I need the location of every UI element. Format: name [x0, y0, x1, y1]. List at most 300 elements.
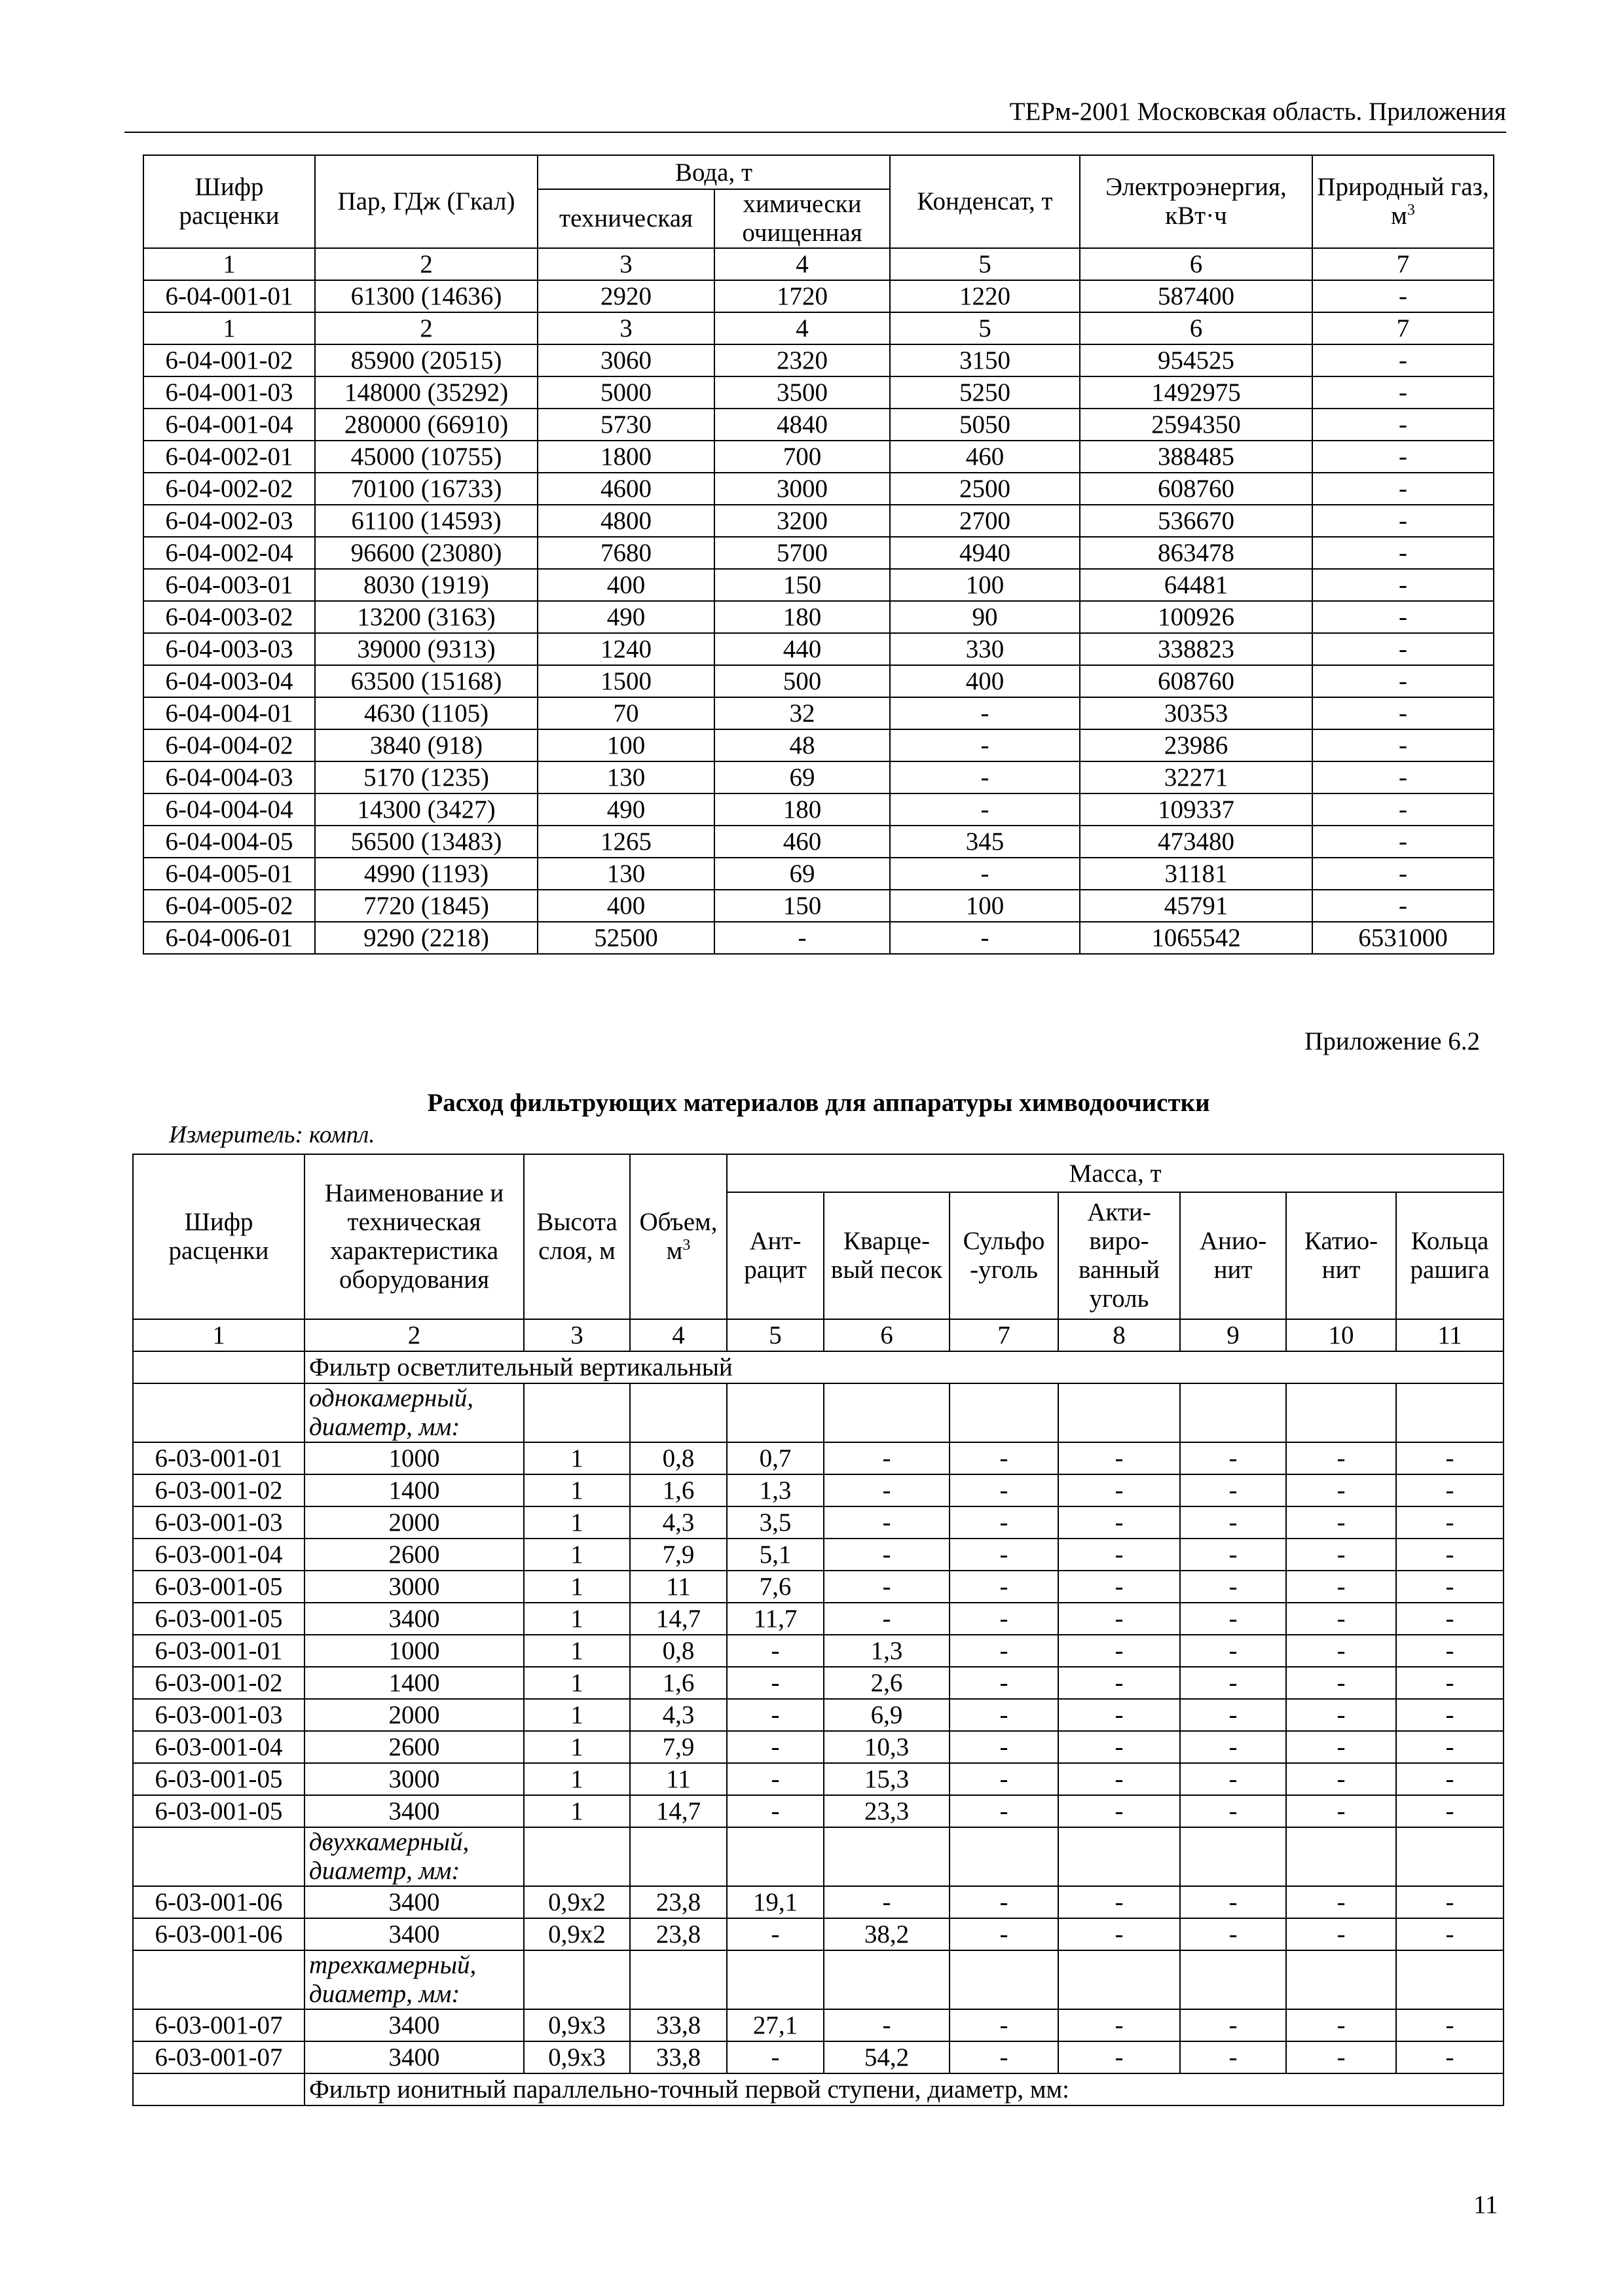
- table-cell: 473480: [1080, 826, 1312, 858]
- table-cell: -: [1286, 1474, 1396, 1506]
- table-cell: 400: [890, 665, 1080, 697]
- table-row: [143, 537, 1494, 569]
- table-cell: 6: [824, 1319, 950, 1351]
- table-row: [143, 890, 1494, 922]
- table-cell: -: [727, 1667, 824, 1699]
- empty-cell: [1286, 1383, 1396, 1442]
- table-cell: -: [1286, 1603, 1396, 1635]
- empty-cell: [1180, 1950, 1286, 2009]
- table-cell: 400: [538, 569, 714, 601]
- table-cell: -: [1058, 1442, 1180, 1474]
- table-cell: 5000: [538, 376, 714, 409]
- table-cell: 2: [304, 1319, 524, 1351]
- table-cell: 4,3: [630, 1506, 727, 1539]
- table-cell: 96600 (23080): [315, 537, 538, 569]
- table-cell: 3000: [304, 1763, 524, 1795]
- table-cell: 150: [714, 890, 890, 922]
- empty-cell: [1180, 1383, 1286, 1442]
- table-cell: -: [1396, 2009, 1504, 2041]
- subsection-title: трехкамерный, диаметр, мм:: [304, 1950, 524, 2009]
- table-cell: -: [950, 1795, 1058, 1827]
- table-cell: 1: [524, 1667, 630, 1699]
- table-cell: -: [824, 1442, 950, 1474]
- table-cell: 2920: [538, 280, 714, 312]
- table-cell: -: [1312, 601, 1494, 633]
- table-cell: 4: [714, 248, 890, 280]
- empty-cell: [950, 1383, 1058, 1442]
- table-cell: -: [1286, 1667, 1396, 1699]
- table-cell: 3400: [304, 1795, 524, 1827]
- table-cell: 5170 (1235): [315, 761, 538, 793]
- table-cell: -: [1396, 1795, 1504, 1827]
- table-cell: 23,8: [630, 1886, 727, 1918]
- table-cell: 1: [524, 1731, 630, 1763]
- table-cell: 6-04-001-02: [143, 344, 315, 376]
- table-cell: -: [1180, 1763, 1286, 1795]
- table-cell: 1: [524, 1571, 630, 1603]
- header-water-chem: химически очищенная: [714, 189, 890, 248]
- t2-header-volume-text: Объем, м: [639, 1208, 718, 1265]
- table-cell: 3500: [714, 376, 890, 409]
- table-cell: -: [950, 1918, 1058, 1950]
- t2-header-name: Наименование и техническая характеристика оборудования: [304, 1154, 524, 1319]
- header-steam: Пар, ГДж (Гкал): [315, 155, 538, 248]
- table-cell: -: [950, 1474, 1058, 1506]
- table-row: [133, 1918, 1504, 1950]
- table-cell: 536670: [1080, 505, 1312, 537]
- table-cell: 11: [1396, 1319, 1504, 1351]
- table-cell: -: [1286, 1699, 1396, 1731]
- table-cell: -: [1058, 1667, 1180, 1699]
- table-cell: 1,3: [727, 1474, 824, 1506]
- empty-cell: [630, 1383, 727, 1442]
- table-cell: 7680: [538, 537, 714, 569]
- table-cell: -: [890, 858, 1080, 890]
- empty-cell: [1058, 1383, 1180, 1442]
- table-row: [133, 1667, 1504, 1699]
- header-condensate: Конденсат, т: [890, 155, 1080, 248]
- table-cell: 1,6: [630, 1667, 727, 1699]
- table-cell: 7720 (1845): [315, 890, 538, 922]
- table-row: [143, 569, 1494, 601]
- table-cell: 2600: [304, 1539, 524, 1571]
- resources-table: [143, 155, 1494, 955]
- table-cell: 6-03-001-01: [133, 1635, 304, 1667]
- table-cell: 6-04-005-01: [143, 858, 315, 890]
- table-cell: 1800: [538, 441, 714, 473]
- table-cell: 1: [133, 1319, 304, 1351]
- table-row: [133, 1506, 1504, 1539]
- table-cell: 3000: [714, 473, 890, 505]
- table-cell: -: [1180, 1918, 1286, 1950]
- table-cell: 3,5: [727, 1506, 824, 1539]
- table-cell: -: [1180, 1506, 1286, 1539]
- table-cell: 4630 (1105): [315, 697, 538, 729]
- table-cell: -: [1312, 826, 1494, 858]
- table-cell: 4600: [538, 473, 714, 505]
- column-numbers-row: [133, 1319, 1504, 1351]
- table-row: [143, 409, 1494, 441]
- table-cell: -: [714, 922, 890, 954]
- table-cell: -: [1058, 1635, 1180, 1667]
- table-cell: 10,3: [824, 1731, 950, 1763]
- table-cell: -: [727, 1635, 824, 1667]
- table-cell: 6,9: [824, 1699, 950, 1731]
- table-cell: 85900 (20515): [315, 344, 538, 376]
- table-cell: -: [1312, 344, 1494, 376]
- section-row: [133, 2073, 1504, 2105]
- table-cell: 3840 (918): [315, 729, 538, 761]
- table-cell: 954525: [1080, 344, 1312, 376]
- empty-cell: [133, 2073, 304, 2105]
- table-cell: 0,8: [630, 1635, 727, 1667]
- table-cell: 608760: [1080, 473, 1312, 505]
- table-cell: -: [890, 793, 1080, 826]
- table-cell: -: [1312, 697, 1494, 729]
- table-cell: 6-04-002-02: [143, 473, 315, 505]
- table-cell: -: [1058, 2009, 1180, 2041]
- table-cell: 6-03-001-07: [133, 2041, 304, 2073]
- table-cell: -: [824, 2009, 950, 2041]
- table-cell: -: [1180, 1571, 1286, 1603]
- table-cell: -: [1180, 2009, 1286, 2041]
- table-cell: -: [890, 697, 1080, 729]
- header-gas-sup: 3: [1407, 202, 1415, 219]
- table-cell: 5: [727, 1319, 824, 1351]
- table-cell: -: [1058, 1539, 1180, 1571]
- table-cell: -: [1312, 441, 1494, 473]
- table-cell: -: [1058, 1886, 1180, 1918]
- table-cell: 4840: [714, 409, 890, 441]
- table-cell: 1: [524, 1699, 630, 1731]
- table-cell: 1000: [304, 1442, 524, 1474]
- table-row: [143, 729, 1494, 761]
- table-cell: -: [950, 1539, 1058, 1571]
- subsection-row: [133, 1827, 1504, 1886]
- table-cell: 1720: [714, 280, 890, 312]
- table-row: [143, 441, 1494, 473]
- table-cell: -: [824, 1506, 950, 1539]
- empty-cell: [824, 1950, 950, 2009]
- table-cell: -: [727, 1763, 824, 1795]
- table-cell: 14300 (3427): [315, 793, 538, 826]
- table-cell: 6-04-003-03: [143, 633, 315, 665]
- table-row: [133, 1731, 1504, 1763]
- table-cell: 1: [524, 1442, 630, 1474]
- table-cell: -: [950, 1763, 1058, 1795]
- table-cell: 6-03-001-04: [133, 1539, 304, 1571]
- table-cell: 3: [538, 248, 714, 280]
- measure-unit: Измеритель: компл.: [169, 1121, 375, 1148]
- table-cell: 700: [714, 441, 890, 473]
- table-cell: -: [1286, 2041, 1396, 2073]
- table-cell: 3060: [538, 344, 714, 376]
- table-cell: 130: [538, 761, 714, 793]
- table-cell: 2320: [714, 344, 890, 376]
- table-cell: -: [727, 1918, 824, 1950]
- table-cell: -: [890, 729, 1080, 761]
- table-cell: -: [824, 1474, 950, 1506]
- table-cell: 6-04-004-02: [143, 729, 315, 761]
- table-cell: 6-04-005-02: [143, 890, 315, 922]
- table-cell: 1: [524, 1474, 630, 1506]
- table-cell: -: [950, 1731, 1058, 1763]
- table-cell: -: [1180, 1886, 1286, 1918]
- table-row: [143, 601, 1494, 633]
- table-cell: 90: [890, 601, 1080, 633]
- table-row: [143, 793, 1494, 826]
- table-cell: 460: [890, 441, 1080, 473]
- table-cell: 2500: [890, 473, 1080, 505]
- table-cell: 38,2: [824, 1918, 950, 1950]
- table-cell: 6-04-003-04: [143, 665, 315, 697]
- header-code: Шифр расценки: [143, 155, 315, 248]
- column-numbers-row: [143, 312, 1494, 344]
- table-cell: 9: [1180, 1319, 1286, 1351]
- table-cell: -: [1396, 1635, 1504, 1667]
- table-cell: -: [1286, 1442, 1396, 1474]
- table-cell: 130: [538, 858, 714, 890]
- table-cell: 4800: [538, 505, 714, 537]
- table-row: [143, 922, 1494, 954]
- table-cell: 6: [1080, 248, 1312, 280]
- table-cell: 0,9x3: [524, 2009, 630, 2041]
- table-cell: 31181: [1080, 858, 1312, 890]
- table-cell: -: [1058, 1918, 1180, 1950]
- table-cell: 15,3: [824, 1763, 950, 1795]
- table-cell: 8030 (1919): [315, 569, 538, 601]
- table-cell: -: [1180, 1699, 1286, 1731]
- table-cell: -: [1286, 1539, 1396, 1571]
- table-row: [133, 1539, 1504, 1571]
- table-cell: -: [1312, 537, 1494, 569]
- table-cell: 6-03-001-05: [133, 1795, 304, 1827]
- table-cell: 6-04-003-02: [143, 601, 315, 633]
- table-cell: 1: [524, 1763, 630, 1795]
- table-cell: 100: [538, 729, 714, 761]
- table-cell: -: [1180, 1442, 1286, 1474]
- table-row: [133, 1886, 1504, 1918]
- table-cell: 33,8: [630, 2041, 727, 2073]
- table-cell: 48: [714, 729, 890, 761]
- table-cell: 6-03-001-01: [133, 1442, 304, 1474]
- table-cell: 6-03-001-02: [133, 1474, 304, 1506]
- table-cell: -: [1286, 1635, 1396, 1667]
- table-cell: 330: [890, 633, 1080, 665]
- table-cell: 30353: [1080, 697, 1312, 729]
- table-cell: -: [1058, 1474, 1180, 1506]
- table-cell: 1240: [538, 633, 714, 665]
- table-cell: -: [950, 1667, 1058, 1699]
- table-cell: 3400: [304, 1886, 524, 1918]
- table-cell: 11,7: [727, 1603, 824, 1635]
- table-cell: -: [1396, 1571, 1504, 1603]
- table-cell: -: [1312, 376, 1494, 409]
- table-cell: 32: [714, 697, 890, 729]
- t2-header-raschig: Кольца рашига: [1396, 1192, 1504, 1319]
- table-cell: -: [1180, 1667, 1286, 1699]
- table-cell: 6-04-002-01: [143, 441, 315, 473]
- header-gas: [1312, 155, 1494, 248]
- table-cell: 6-04-002-03: [143, 505, 315, 537]
- table-cell: 45791: [1080, 890, 1312, 922]
- table-cell: 5,1: [727, 1539, 824, 1571]
- table-cell: 6-03-001-05: [133, 1603, 304, 1635]
- table-row: [143, 344, 1494, 376]
- table-cell: -: [950, 2041, 1058, 2073]
- table-cell: 2594350: [1080, 409, 1312, 441]
- table-cell: 6-03-001-06: [133, 1886, 304, 1918]
- table-cell: 8: [1058, 1319, 1180, 1351]
- table-cell: 23986: [1080, 729, 1312, 761]
- table-cell: 10: [1286, 1319, 1396, 1351]
- table-cell: 100: [890, 890, 1080, 922]
- table-cell: -: [1396, 1442, 1504, 1474]
- table-row: [143, 697, 1494, 729]
- table-cell: 52500: [538, 922, 714, 954]
- table-cell: 70: [538, 697, 714, 729]
- table-row: [143, 280, 1494, 312]
- table-cell: -: [727, 1731, 824, 1763]
- table-cell: -: [1058, 1571, 1180, 1603]
- subsection-title: двухкамерный, диаметр, мм:: [304, 1827, 524, 1886]
- table-cell: 7: [1312, 248, 1494, 280]
- table-cell: 6-04-004-03: [143, 761, 315, 793]
- table-cell: 6-04-004-01: [143, 697, 315, 729]
- table-cell: 1: [524, 1539, 630, 1571]
- table-cell: -: [1312, 793, 1494, 826]
- page-number: 11: [1473, 2191, 1498, 2219]
- table-cell: -: [1286, 1795, 1396, 1827]
- empty-cell: [524, 1950, 630, 2009]
- table-cell: 1: [143, 312, 315, 344]
- table-cell: 345: [890, 826, 1080, 858]
- table-cell: 500: [714, 665, 890, 697]
- table-cell: -: [824, 1539, 950, 1571]
- table-cell: 54,2: [824, 2041, 950, 2073]
- table-row: [143, 505, 1494, 537]
- table-cell: 0,9x2: [524, 1886, 630, 1918]
- table-cell: 27,1: [727, 2009, 824, 2041]
- table-cell: -: [824, 1571, 950, 1603]
- table-cell: 32271: [1080, 761, 1312, 793]
- table-cell: 69: [714, 761, 890, 793]
- table-cell: 7,9: [630, 1539, 727, 1571]
- table-cell: -: [1312, 280, 1494, 312]
- table-cell: -: [1312, 569, 1494, 601]
- table-cell: 6-03-001-05: [133, 1763, 304, 1795]
- section-title: Фильтр осветлительный вертикальный: [304, 1351, 1504, 1383]
- empty-cell: [824, 1827, 950, 1886]
- table-cell: 460: [714, 826, 890, 858]
- table-cell: -: [1312, 633, 1494, 665]
- t2-header-height: Высота слоя, м: [524, 1154, 630, 1319]
- page-header: ТЕРм-2001 Московская область. Приложения: [124, 97, 1506, 133]
- table-cell: 490: [538, 793, 714, 826]
- table-cell: 2,6: [824, 1667, 950, 1699]
- table-cell: 608760: [1080, 665, 1312, 697]
- table-cell: 0,9x3: [524, 2041, 630, 2073]
- table-cell: 5730: [538, 409, 714, 441]
- table-cell: 70100 (16733): [315, 473, 538, 505]
- table-cell: -: [1180, 1635, 1286, 1667]
- table-cell: 1: [524, 1795, 630, 1827]
- table-cell: 69: [714, 858, 890, 890]
- table-row: [143, 858, 1494, 890]
- empty-cell: [1396, 1827, 1504, 1886]
- table-cell: -: [1396, 1886, 1504, 1918]
- table-cell: 1: [524, 1603, 630, 1635]
- table-cell: 1400: [304, 1474, 524, 1506]
- empty-cell: [1058, 1827, 1180, 1886]
- table-cell: -: [1180, 1731, 1286, 1763]
- table-cell: -: [1286, 1506, 1396, 1539]
- t2-header-cationite: Катио- нит: [1286, 1192, 1396, 1319]
- table-cell: -: [1312, 409, 1494, 441]
- table-cell: 6-03-001-03: [133, 1506, 304, 1539]
- column-numbers-row: [143, 248, 1494, 280]
- table-cell: 3150: [890, 344, 1080, 376]
- table-cell: 6: [1080, 312, 1312, 344]
- table-cell: -: [950, 1442, 1058, 1474]
- table-cell: 1: [524, 1506, 630, 1539]
- table-cell: 11: [630, 1763, 727, 1795]
- table-cell: 6-04-003-01: [143, 569, 315, 601]
- table-cell: 338823: [1080, 633, 1312, 665]
- table-cell: 6-04-001-03: [143, 376, 315, 409]
- table-cell: -: [950, 1635, 1058, 1667]
- empty-cell: [1058, 1950, 1180, 2009]
- empty-cell: [824, 1383, 950, 1442]
- table-row: [133, 1763, 1504, 1795]
- table2-title: Расход фильтрующих материалов для аппаратуры химводоочистки: [427, 1089, 1210, 1117]
- table-cell: -: [1180, 1795, 1286, 1827]
- table-cell: 6-03-001-07: [133, 2009, 304, 2041]
- table-cell: 11: [630, 1571, 727, 1603]
- t2-header-anthracite: Ант- рацит: [727, 1192, 824, 1319]
- table-cell: 23,8: [630, 1918, 727, 1950]
- table-row: [133, 1442, 1504, 1474]
- table-cell: -: [1286, 1918, 1396, 1950]
- empty-cell: [1180, 1827, 1286, 1886]
- table-row: [143, 761, 1494, 793]
- table-cell: 0,8: [630, 1442, 727, 1474]
- table-cell: 5: [890, 248, 1080, 280]
- table-row: [143, 826, 1494, 858]
- table-cell: 2: [315, 312, 538, 344]
- t2-header-sulfo: Сульфо -уголь: [950, 1192, 1058, 1319]
- filter-materials-table: [132, 1154, 1504, 2106]
- table-cell: -: [727, 2041, 824, 2073]
- table-cell: 5050: [890, 409, 1080, 441]
- table-cell: -: [1058, 1795, 1180, 1827]
- table-cell: -: [950, 2009, 1058, 2041]
- t2-header-volume: [630, 1154, 727, 1319]
- table-cell: 6-04-001-01: [143, 280, 315, 312]
- table-cell: 23,3: [824, 1795, 950, 1827]
- table-cell: 5: [890, 312, 1080, 344]
- table-cell: 100: [890, 569, 1080, 601]
- table-cell: 6-03-001-05: [133, 1571, 304, 1603]
- table-cell: -: [1286, 1571, 1396, 1603]
- table-cell: 6-03-001-02: [133, 1667, 304, 1699]
- table-row: [133, 1635, 1504, 1667]
- table-cell: -: [1396, 1699, 1504, 1731]
- header-water: Вода, т: [538, 155, 890, 189]
- table-cell: 33,8: [630, 2009, 727, 2041]
- table-cell: 2000: [304, 1506, 524, 1539]
- empty-cell: [630, 1827, 727, 1886]
